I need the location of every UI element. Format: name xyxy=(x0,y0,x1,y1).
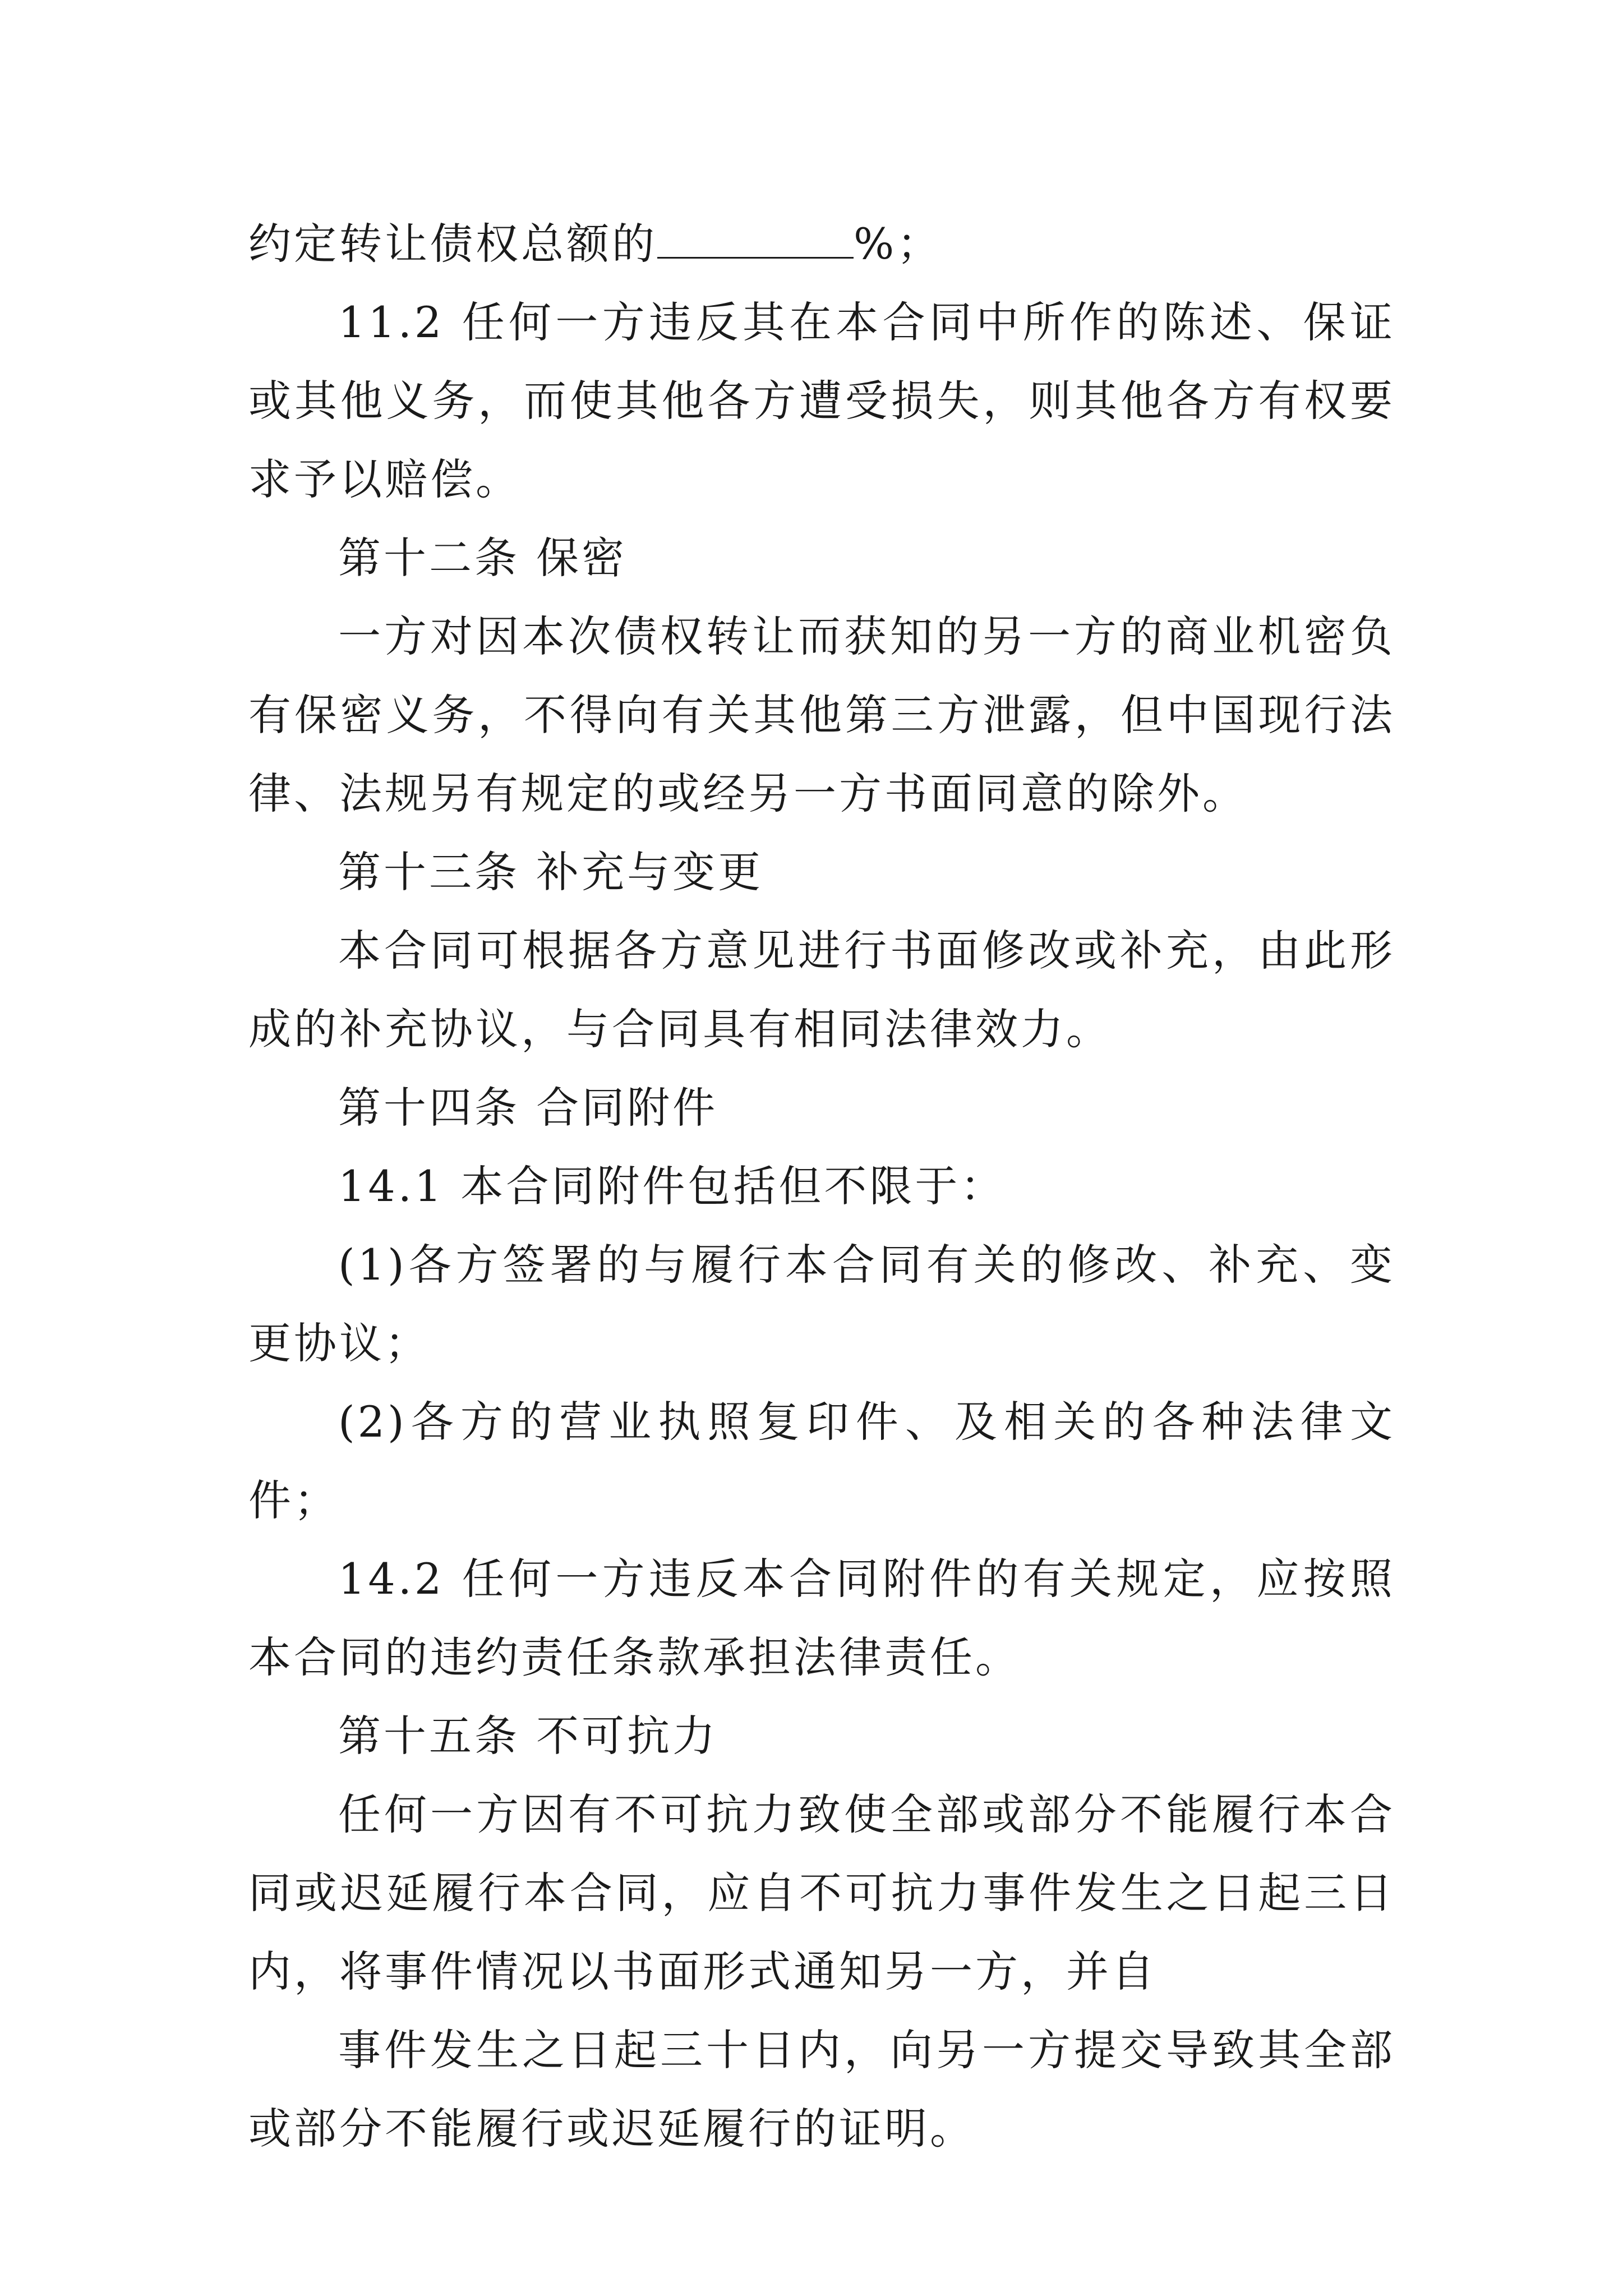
paragraph-force-majeure-proof: 事件发生之日起三十日内，向另一方提交导致其全部或部分不能履行或迟延履行的证明。 xyxy=(248,2025,1395,2154)
paragraph-11-2: 11.2 任何一方违反其在本合同中所作的陈述、保证或其他义务，而使其他各方遭受损失，则其他各方有权要求予以赔偿。 xyxy=(248,297,1395,504)
paragraph-force-majeure: 任何一方因有不可抗力致使全部或部分不能履行本合同或迟延履行本合同，应自不可抗力事件发生之日起三日内，将事件情况以书面形式通知另一方，并自 xyxy=(248,1789,1395,1996)
heading-article-15: 第十五条 不可抗力 xyxy=(338,1711,718,1761)
document-body xyxy=(248,205,1395,2168)
heading-article-13: 第十三条 补充与变更 xyxy=(338,847,764,897)
paragraph-amendment: 本合同可根据各方意见进行书面修改或补充，由此形成的补充协议，与合同具有相同法律效力。 xyxy=(248,926,1395,1054)
paragraph-confidentiality: 一方对因本次债权转让而获知的另一方的商业机密负有保密义务，不得向有关其他第三方泄露，但中国现行法律、法规另有规定的或经另一方书面同意的除外。 xyxy=(248,611,1395,818)
paragraph-transfer-percentage xyxy=(248,205,1395,283)
paragraph-14-2: 14.2 任何一方违反本合同附件的有关规定，应按照本合同的违约责任条款承担法律责任。 xyxy=(248,1554,1395,1682)
paragraph-attachment-1: (1)各方签署的与履行本合同有关的修改、补充、变更协议； xyxy=(248,1240,1395,1368)
paragraph-text: 约定转让债权总额的 xyxy=(248,219,657,269)
paragraph-attachment-2: (2)各方的营业执照复印件、及相关的各种法律文件； xyxy=(248,1397,1395,1525)
paragraph-text: %； xyxy=(854,219,943,269)
heading-article-12: 第十二条 保密 xyxy=(338,533,628,583)
percentage-blank xyxy=(657,222,854,259)
paragraph-14-1: 14.1 本合同附件包括但不限于： xyxy=(338,1161,1006,1211)
heading-article-14: 第十四条 合同附件 xyxy=(338,1083,718,1133)
